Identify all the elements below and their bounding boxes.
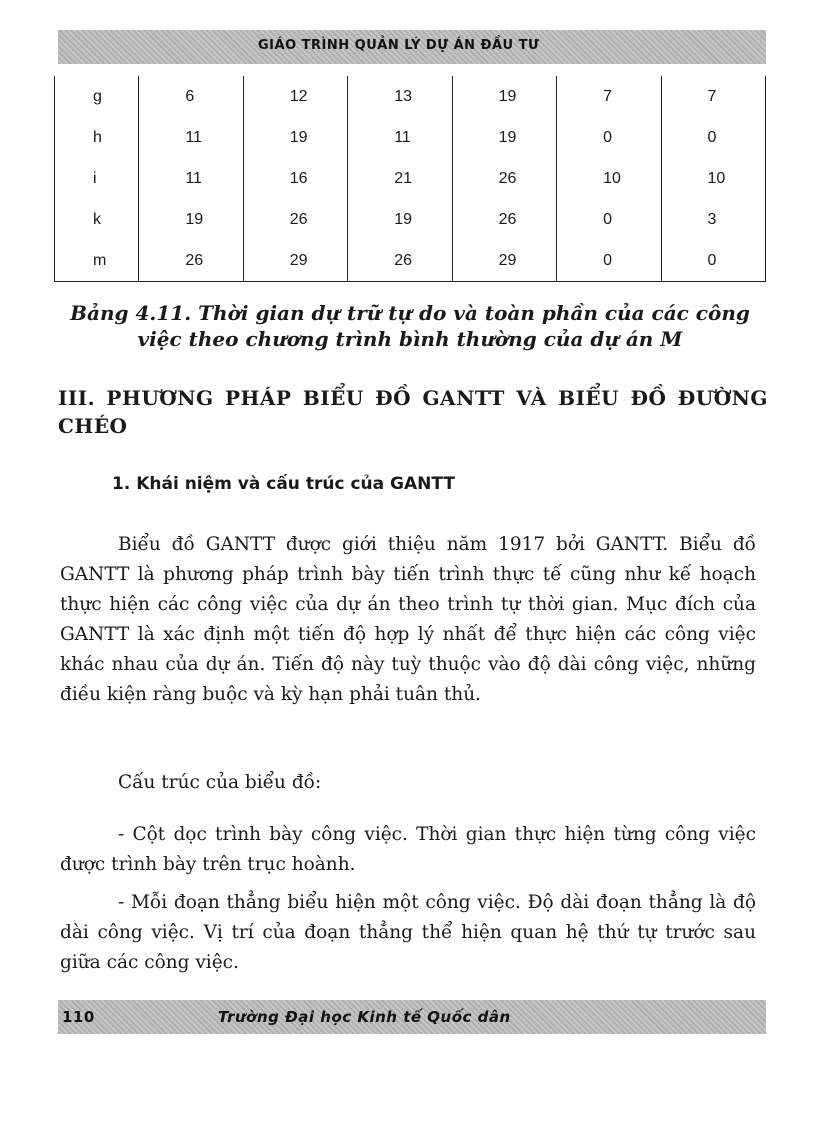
table-cell: 0 [661,240,765,282]
table-cell: 13 [348,76,452,117]
table-cell: 19 [452,76,556,117]
table-row [55,240,766,282]
page-number: 110 [62,1008,95,1026]
table-cell: 26 [452,199,556,240]
table-cell: 10 [661,158,765,199]
table-row [55,158,766,199]
table-cell: 0 [557,199,661,240]
table-cell: 26 [452,158,556,199]
table-cell: 7 [661,76,765,117]
page-header [58,30,766,64]
table-cell: 19 [452,117,556,158]
table-cell: h [55,117,139,158]
table-cell: 0 [557,117,661,158]
table-cell: 16 [243,158,347,199]
table-cell: 29 [452,240,556,282]
table-row [55,117,766,158]
section-heading: III. PHƯƠNG PHÁP BIỂU ĐỒ GANTT VÀ BIỂU ĐỒ ĐƯỜNG CHÉO [58,386,768,438]
table-cell: 10 [557,158,661,199]
paragraph-structure-item-2: - Mỗi đoạn thẳng biểu hiện một công việc. Độ dài đoạn thẳng là độ dài công việc. Vị trí của đoạn thẳng thể hiện quan hệ thứ tự trước sau giữa các công việc. [60,892,756,973]
table-row [55,199,766,240]
table-cell: k [55,199,139,240]
paragraph-structure-label: Cấu trúc của biểu đồ: [118,772,322,793]
subsection-heading: 1. Khái niệm và cấu trúc của GANTT [112,474,455,494]
table-cell: 12 [243,76,347,117]
table-cell: 6 [139,76,243,117]
table-cell: m [55,240,139,282]
table-cell: 19 [139,199,243,240]
table-cell: 11 [348,117,452,158]
table-cell: 26 [139,240,243,282]
table-cell: 7 [557,76,661,117]
paragraph-intro: Biểu đồ GANTT được giới thiệu năm 1917 bởi GANTT. Biểu đồ GANTT là phương pháp trình bày tiến trình thực tế cũng như kế hoạch thực hiện các công việc của dự án theo trình tự thời gian. Mục đích của GANTT là xác định một tiến độ hợp lý nhất để thực hiện các công việc khác nhau của dự án. Tiến độ này tuỳ thuộc vào độ dài công việc, những điều kiện ràng buộc và kỳ hạn phải tuân thủ. [60,534,756,705]
table-cell: g [55,76,139,117]
table-cell: 21 [348,158,452,199]
table-row [55,76,766,117]
table-cell: 0 [557,240,661,282]
book-title: GIÁO TRÌNH QUẢN LÝ DỰ ÁN ĐẦU TƯ [258,38,540,53]
float-time-table [54,76,766,282]
table-cell: 19 [348,199,452,240]
table-cell: 26 [243,199,347,240]
table-caption: Bảng 4.11. Thời gian dự trữ tự do và toàn phần của các công việc theo chương trình bình thường của dự án M [70,301,750,351]
paragraph-structure-item-1: - Cột dọc trình bày công việc. Thời gian thực hiện từng công việc được trình bày trên trục hoành. [60,824,756,875]
table-cell: 11 [139,158,243,199]
page-footer [58,1000,766,1034]
school-name: Trường Đại học Kinh tế Quốc dân [218,1008,511,1026]
table-cell: 29 [243,240,347,282]
table-cell: 11 [139,117,243,158]
table-cell: i [55,158,139,199]
table-cell: 19 [243,117,347,158]
table-cell: 26 [348,240,452,282]
table-cell: 0 [661,117,765,158]
table-cell: 3 [661,199,765,240]
